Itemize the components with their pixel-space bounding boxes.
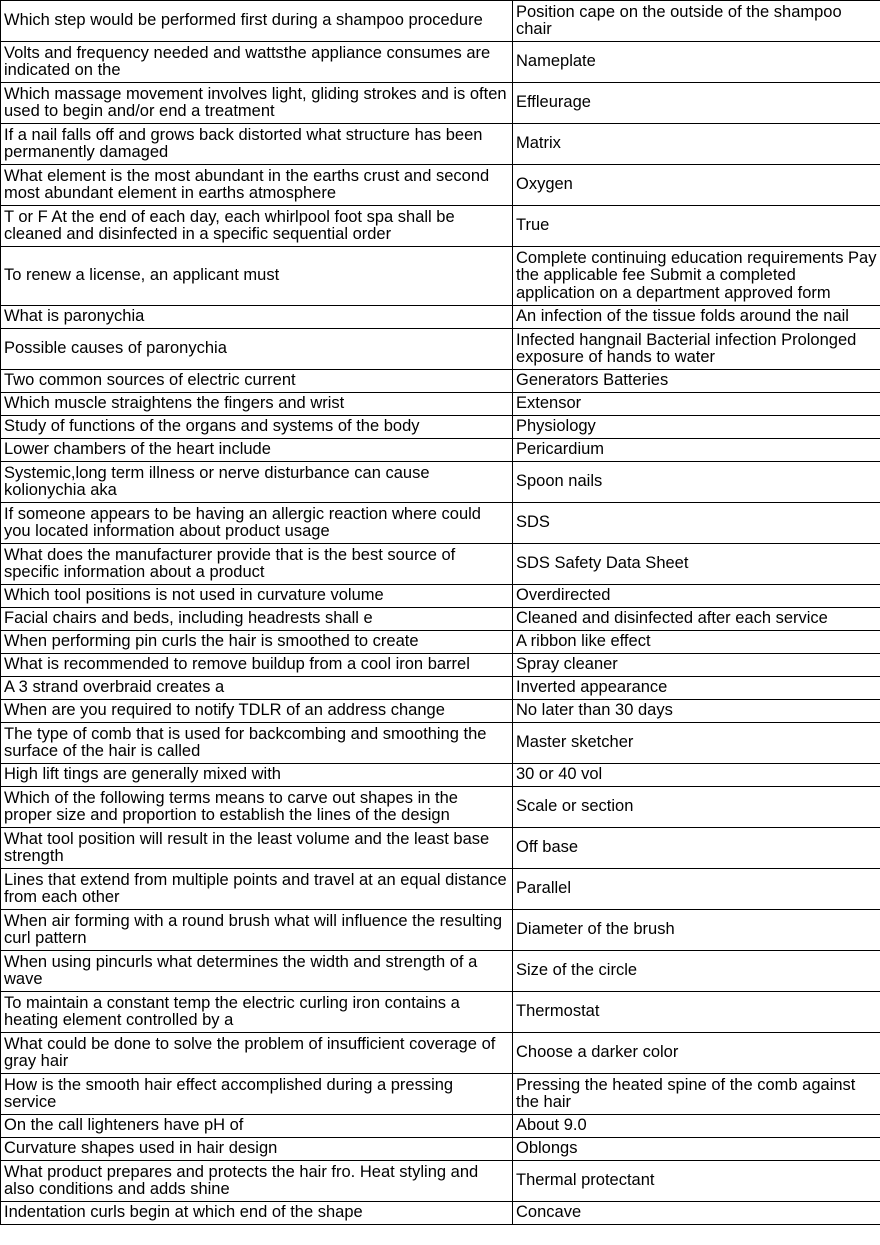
answer-cell: Extensor — [513, 393, 880, 416]
question-cell: Which massage movement involves light, gliding strokes and is often used to begin and/or end a treatment — [1, 83, 513, 124]
table-row — [1, 1202, 880, 1225]
table-row — [1, 654, 880, 677]
answer-cell: Master sketcher — [513, 723, 880, 764]
table-row — [1, 544, 880, 585]
answer-cell: About 9.0 — [513, 1115, 880, 1138]
question-cell: What is paronychia — [1, 306, 513, 329]
question-cell: Systemic,long term illness or nerve disturbance can cause kolionychia aka — [1, 462, 513, 503]
question-cell: To renew a license, an applicant must — [1, 247, 513, 306]
question-cell: Indentation curls begin at which end of the shape — [1, 1202, 513, 1225]
question-cell: A 3 strand overbraid creates a — [1, 677, 513, 700]
question-cell: Which tool positions is not used in curvature volume — [1, 585, 513, 608]
question-cell: How is the smooth hair effect accomplished during a pressing service — [1, 1074, 513, 1115]
flashcard-rows — [1, 1, 880, 1225]
table-row — [1, 723, 880, 764]
question-cell: Curvature shapes used in hair design — [1, 1138, 513, 1161]
table-row — [1, 206, 880, 247]
question-cell: What product prepares and protects the hair fro. Heat styling and also conditions and adds shine — [1, 1161, 513, 1202]
question-cell: If a nail falls off and grows back distorted what structure has been permanently damaged — [1, 124, 513, 165]
question-cell: What could be done to solve the problem of insufficient coverage of gray hair — [1, 1033, 513, 1074]
question-cell: What does the manufacturer provide that is the best source of specific information about a product — [1, 544, 513, 585]
table-row — [1, 42, 880, 83]
question-cell: Possible causes of paronychia — [1, 329, 513, 370]
answer-cell: True — [513, 206, 880, 247]
answer-cell: Scale or section — [513, 787, 880, 828]
question-cell: High lift tings are generally mixed with — [1, 764, 513, 787]
table-row — [1, 1, 880, 42]
answer-cell: SDS Safety Data Sheet — [513, 544, 880, 585]
question-cell: To maintain a constant temp the electric curling iron contains a heating element controlled by a — [1, 992, 513, 1033]
table-row — [1, 869, 880, 910]
table-row — [1, 910, 880, 951]
answer-cell: Nameplate — [513, 42, 880, 83]
answer-cell: Generators Batteries — [513, 370, 880, 393]
table-row — [1, 439, 880, 462]
question-cell: Lines that extend from multiple points and travel at an equal distance from each other — [1, 869, 513, 910]
answer-cell: Choose a darker color — [513, 1033, 880, 1074]
question-cell: When using pincurls what determines the width and strength of a wave — [1, 951, 513, 992]
answer-cell: Oblongs — [513, 1138, 880, 1161]
table-row — [1, 1161, 880, 1202]
answer-cell: 30 or 40 vol — [513, 764, 880, 787]
answer-cell: Pressing the heated spine of the comb against the hair — [513, 1074, 880, 1115]
answer-cell: An infection of the tissue folds around the nail — [513, 306, 880, 329]
table-row — [1, 306, 880, 329]
table-row — [1, 370, 880, 393]
question-cell: Which muscle straightens the fingers and wrist — [1, 393, 513, 416]
question-cell: What tool position will result in the least volume and the least base strength — [1, 828, 513, 869]
question-cell: Two common sources of electric current — [1, 370, 513, 393]
table-row — [1, 503, 880, 544]
table-row — [1, 83, 880, 124]
answer-cell: A ribbon like effect — [513, 631, 880, 654]
table-row — [1, 329, 880, 370]
question-cell: What is recommended to remove buildup from a cool iron barrel — [1, 654, 513, 677]
answer-cell: Inverted appearance — [513, 677, 880, 700]
answer-cell: Oxygen — [513, 165, 880, 206]
answer-cell: Thermostat — [513, 992, 880, 1033]
answer-cell: Position cape on the outside of the shampoo chair — [513, 1, 880, 42]
table-row — [1, 1033, 880, 1074]
answer-cell: Complete continuing education requirements Pay the applicable fee Submit a completed application on a department approved form — [513, 247, 880, 306]
answer-cell: Spray cleaner — [513, 654, 880, 677]
table-row — [1, 764, 880, 787]
table-row — [1, 165, 880, 206]
question-cell: Which step would be performed first during a shampoo procedure — [1, 1, 513, 42]
table-row — [1, 700, 880, 723]
question-cell: If someone appears to be having an allergic reaction where could you located information about product usage — [1, 503, 513, 544]
answer-cell: Parallel — [513, 869, 880, 910]
answer-cell: Concave — [513, 1202, 880, 1225]
question-cell: The type of comb that is used for backcombing and smoothing the surface of the hair is called — [1, 723, 513, 764]
answer-cell: Effleurage — [513, 83, 880, 124]
question-cell: Facial chairs and beds, including headrests shall e — [1, 608, 513, 631]
question-cell: What element is the most abundant in the earths crust and second most abundant element in earths atmosphere — [1, 165, 513, 206]
table-row — [1, 677, 880, 700]
table-row — [1, 787, 880, 828]
table-row — [1, 585, 880, 608]
table-row — [1, 951, 880, 992]
answer-cell: No later than 30 days — [513, 700, 880, 723]
question-cell: When air forming with a round brush what will influence the resulting curl pattern — [1, 910, 513, 951]
table-row — [1, 416, 880, 439]
table-row — [1, 124, 880, 165]
table-row — [1, 1115, 880, 1138]
question-cell: Study of functions of the organs and systems of the body — [1, 416, 513, 439]
question-cell: On the call lighteners have pH of — [1, 1115, 513, 1138]
answer-cell: Physiology — [513, 416, 880, 439]
answer-cell: Matrix — [513, 124, 880, 165]
answer-cell: Size of the circle — [513, 951, 880, 992]
table-row — [1, 462, 880, 503]
table-row — [1, 247, 880, 306]
table-row — [1, 828, 880, 869]
answer-cell: Spoon nails — [513, 462, 880, 503]
table-row — [1, 631, 880, 654]
answer-cell: SDS — [513, 503, 880, 544]
question-cell: When performing pin curls the hair is smoothed to create — [1, 631, 513, 654]
question-cell: Lower chambers of the heart include — [1, 439, 513, 462]
table-row — [1, 992, 880, 1033]
table-row — [1, 393, 880, 416]
answer-cell: Pericardium — [513, 439, 880, 462]
question-cell: Which of the following terms means to carve out shapes in the proper size and proportion to establish the lines of the design — [1, 787, 513, 828]
answer-cell: Overdirected — [513, 585, 880, 608]
answer-cell: Off base — [513, 828, 880, 869]
answer-cell: Infected hangnail Bacterial infection Prolonged exposure of hands to water — [513, 329, 880, 370]
answer-cell: Cleaned and disinfected after each service — [513, 608, 880, 631]
question-cell: When are you required to notify TDLR of an address change — [1, 700, 513, 723]
table-row — [1, 1074, 880, 1115]
question-cell: Volts and frequency needed and wattsthe appliance consumes are indicated on the — [1, 42, 513, 83]
answer-cell: Diameter of the brush — [513, 910, 880, 951]
table-row — [1, 1138, 880, 1161]
question-cell: T or F At the end of each day, each whirlpool foot spa shall be cleaned and disinfected in a specific sequential order — [1, 206, 513, 247]
answer-cell: Thermal protectant — [513, 1161, 880, 1202]
table-row — [1, 608, 880, 631]
